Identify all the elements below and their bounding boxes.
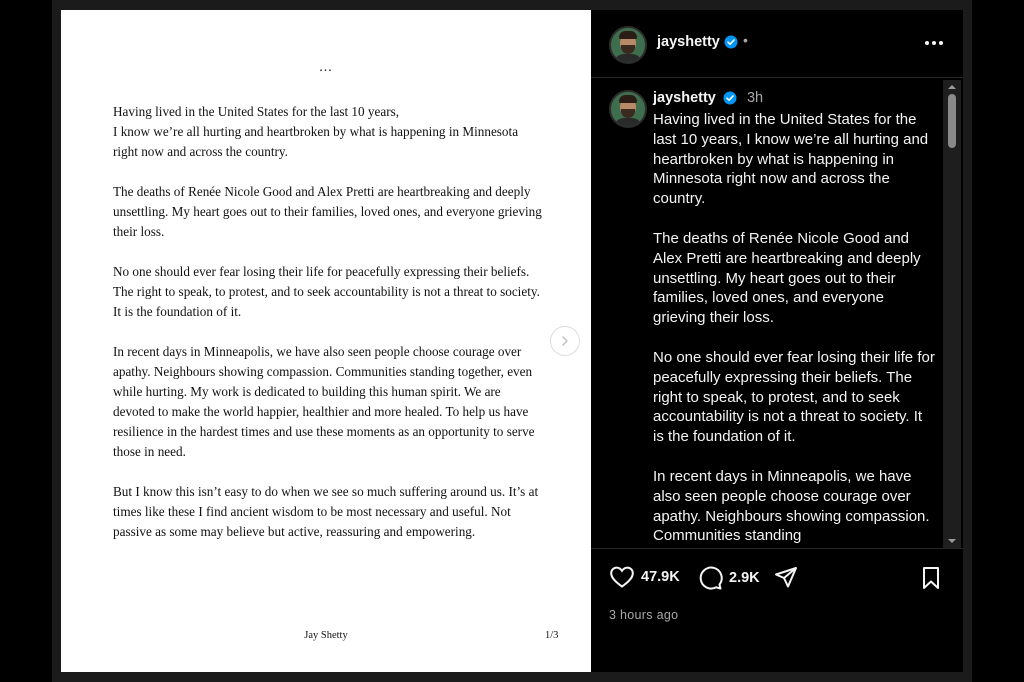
caption-scrollbar[interactable]	[943, 80, 961, 548]
document-paragraph: The deaths of Renée Nicole Good and Alex Pretti are heartbreaking and deeply unsettling. My heart goes out to their families, loved ones, and everyone grieving their loss.	[113, 184, 542, 239]
heart-icon	[609, 565, 635, 589]
save-button[interactable]	[919, 565, 943, 591]
paper-plane-icon	[773, 565, 799, 591]
like-count[interactable]: 47.9K	[641, 569, 680, 585]
document-page-indicator: 1/3	[545, 630, 559, 641]
caption-paragraph: Having lived in the United States for the last 10 years, I know we’re all hurting and heartbroken by what is happening in Minnesota right now and across the country.	[653, 111, 929, 208]
document-paragraph: No one should ever fear losing their life for peacefully expressing their beliefs. The right to speak, to protest, and to seek accountability is not a threat to society. It is the foundation of it.	[113, 264, 540, 319]
scrollbar-thumb[interactable]	[948, 94, 956, 148]
comment-count[interactable]: 2.9K	[729, 570, 760, 586]
document-paragraph: But I know this isn’t easy to do when we see so much suffering around us. It’s at times like these I find ancient wisdom to be most necessary and useful. Not passive as some may believe but active, reassuring and empowering.	[113, 484, 539, 539]
header-username[interactable]: jayshetty	[657, 34, 720, 50]
like-button[interactable]	[609, 565, 680, 589]
post-details-panel	[591, 10, 963, 672]
share-button[interactable]	[773, 565, 799, 591]
more-options-icon	[925, 41, 929, 45]
verified-badge-icon	[724, 35, 738, 49]
post-actions-bar	[591, 548, 963, 672]
caption-avatar[interactable]	[609, 90, 647, 128]
document-paragraph: In recent days in Minneapolis, we have also seen people choose courage over apathy. Neighbours showing compassion. Communities standing together, even while hurting. My work is dedicated to building this human spirit. We are devoted to make the world happier, healthier and more healed. To help us have resilience in the hardest times and use these moments as an opportunity to serve those in need.	[113, 344, 535, 459]
comment-button[interactable]	[697, 565, 760, 591]
document-footer-name: Jay Shetty	[304, 630, 348, 641]
letterbox-left	[0, 0, 52, 682]
document-paragraph: Having lived in the United States for the last 10 years, I know we’re all hurting and heartbroken by what is happening in Minnesota right now and across the country.	[113, 104, 519, 159]
post-header	[591, 10, 963, 78]
scroll-down-arrow-icon[interactable]	[943, 536, 961, 546]
document-ellipsis: ...	[319, 60, 333, 75]
next-slide-button[interactable]	[550, 326, 580, 356]
caption-paragraph: No one should ever fear losing their life for peacefully expressing their beliefs. The right to speak, to protest, and to seek accountability is not a threat to society. It is the foundation of it.	[653, 348, 935, 446]
post-timestamp[interactable]: 3 hours ago	[609, 608, 679, 622]
post-image-document	[61, 10, 591, 672]
caption-paragraph: The deaths of Renée Nicole Good and Alex Pretti are heartbreaking and deeply unsettling. My heart goes out to their families, loved ones, and everyone grieving their loss.	[653, 229, 921, 327]
comment-bubble-icon	[697, 565, 723, 591]
caption-text	[653, 110, 935, 548]
caption-username[interactable]: jayshetty	[653, 90, 716, 106]
caption-paragraph: In recent days in Minneapolis, we have also seen people choose courage over apathy. Neighbours showing compassion. Communities standing	[653, 467, 930, 545]
letterbox-right	[972, 0, 1024, 682]
header-separator: •	[743, 32, 748, 48]
avatar[interactable]	[609, 26, 647, 64]
more-options-button[interactable]	[921, 34, 947, 52]
verified-badge-icon	[723, 91, 737, 105]
scroll-up-arrow-icon[interactable]	[943, 82, 961, 92]
caption-time: 3h	[746, 90, 764, 106]
bookmark-icon	[919, 565, 943, 591]
caption-header	[653, 90, 763, 106]
caption-area[interactable]	[591, 78, 963, 548]
post-modal	[61, 10, 963, 672]
chevron-right-icon	[559, 335, 571, 347]
document-body	[113, 102, 543, 562]
